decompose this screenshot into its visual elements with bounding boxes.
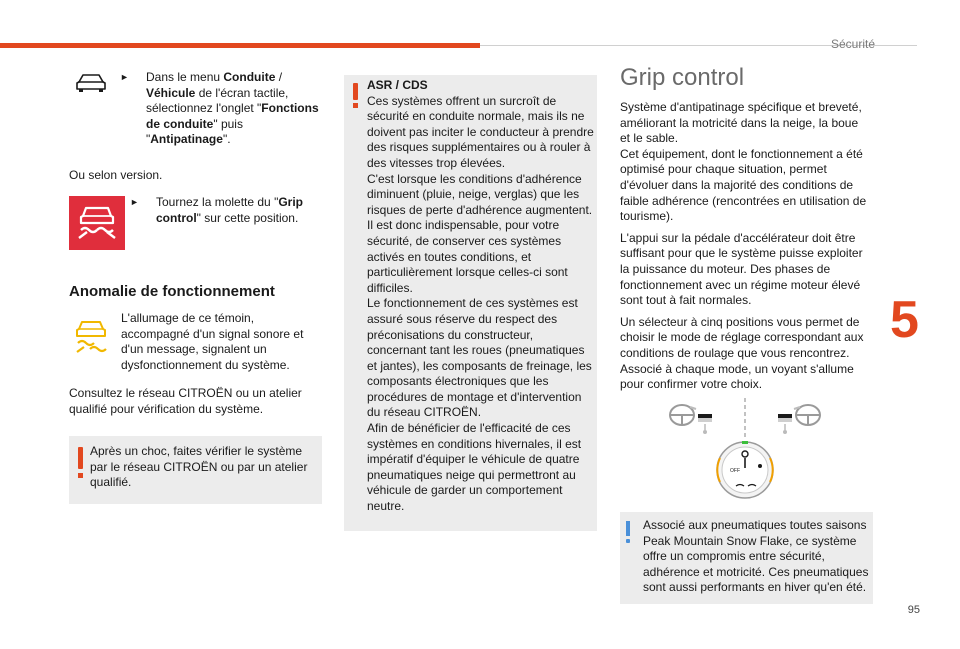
info-bar-icon [626,521,630,536]
step-menu-driving-text: Dans le menu Conduite / Véhicule de l'écran tactile, sélectionnez l'onglet "Fonctions de conduite" puis "Antipatinage". [146,70,319,147]
header-accent-bar [0,43,480,48]
grip-paragraph-3: L'appui sur la pédale d'accélérateur doit être suffisant pour que le système puisse exploiter la puissance du moteur. Des phases de fonctionnement avec un régime moteur élevé sont tout à fait normales. [620,230,863,308]
shock-warning-text: Après un choc, faites vérifier le système par le réseau CITROËN ou par un atelier qualifié. [90,444,308,490]
warning-exclamation-icon [353,83,358,100]
asr-cds-warning-box [344,75,597,531]
info-dot-icon [626,539,630,543]
asr-cds-paragraph-2: C'est lorsque les conditions d'adhérence diminuent (pluie, neige, verglas) que les risques de perte d'adhérence augmentent. Il est donc indispensable, pour votre sécurité, de conserver ces systèmes activés en toutes conditions, et particulièrement lorsque celles-ci sont difficiles. [367,171,593,295]
chapter-number: 5 [890,291,919,349]
warning-exclamation-icon [78,447,83,469]
steering-wheel-icon [670,405,712,434]
grip-control-warning-icon [69,196,125,250]
grip-paragraph-1: Système d'antipatinage spécifique et breveté, améliorant la motricité dans la neige, la boue et le sable. [620,100,862,146]
warning-exclamation-dot [78,473,83,478]
step-arrow-icon: ► [120,72,129,82]
asr-cds-paragraph-3: Le fonctionnement de ces systèmes est assuré sous réserve du respect des préconisations du constructeur, concernant tant les roues (pneumatiques et jantes), les composants de freinage, les composants électroniques que les procédures de montage et d'intervention du réseau CITROËN. [367,296,592,420]
section-title: Sécurité [830,37,875,51]
grip-selector-knob [717,441,773,498]
tyres-info-box [620,512,873,604]
consult-network-text: Consultez le réseau CITROËN ou un atelier qualifié pour vérification du système. [69,386,302,416]
anomaly-text: L'allumage de ce témoin, accompagné d'un signal sonore et d'un message, signalent un dysfonctionnement du système. [121,311,304,372]
grip-control-description [620,100,870,393]
asr-cds-title: ASR / CDS [367,78,428,92]
shock-warning-box [69,436,322,504]
esp-anomaly-icon [74,318,108,356]
step-arrow-icon: ► [130,197,139,207]
page-number: 95 [907,604,920,616]
grip-paragraph-4: Un sélecteur à cinq positions vous permet de choisir le mode de réglage correspondant aux conditions de roulage que vous rencontrez. Associé à chaque mode, un voyant s'allume pour confirmer votre choix. [620,314,864,392]
steering-wheel-icon [778,405,820,434]
warning-exclamation-dot [353,103,358,108]
tyres-info-text: Associé aux pneumatiques toutes saisons Peak Mountain Snow Flake, ce système offre un compromis entre sécurité, adhérence et motricité. Ces pneumatiques sont aussi performants en hiver qu'en été. [643,518,869,595]
grip-control-selector-illustration [660,396,840,500]
grip-control-heading: Grip control [620,64,745,91]
car-menu-icon [74,70,108,94]
or-version-text: Ou selon version. [69,168,163,182]
step-menu-driving [120,70,320,148]
asr-cds-paragraph-1: Ces systèmes offrent un surcroît de sécurité en conduite normale, mais ils ne doivent pas inciter le conducteur à prendre des risques supplémentaires ou à rouler à des vitesses trop élevées. [367,93,594,170]
anomaly-heading: Anomalie de fonctionnement [69,283,275,300]
asr-cds-paragraph-4: Afin de bénéficier de l'efficacité de ces systèmes en conditions hivernales, il est impératif d'équiper le véhicule de quatre pneumatiques neige qui permettront au véhicule de garder un comportement neutre. [367,421,582,514]
grip-paragraph-2: Cet équipement, dont le fonctionnement a été optimisé pour chaque situation, permet d'évoluer dans la majorité des conditions de faible adhérence (rencontrées en utilisation de tourisme). [620,146,867,224]
step-grip-knob-text: Tournez la molette du "Grip control" sur cette position. [156,195,303,225]
step-grip-knob [130,195,320,226]
knob-off-label: OFF [730,468,740,474]
